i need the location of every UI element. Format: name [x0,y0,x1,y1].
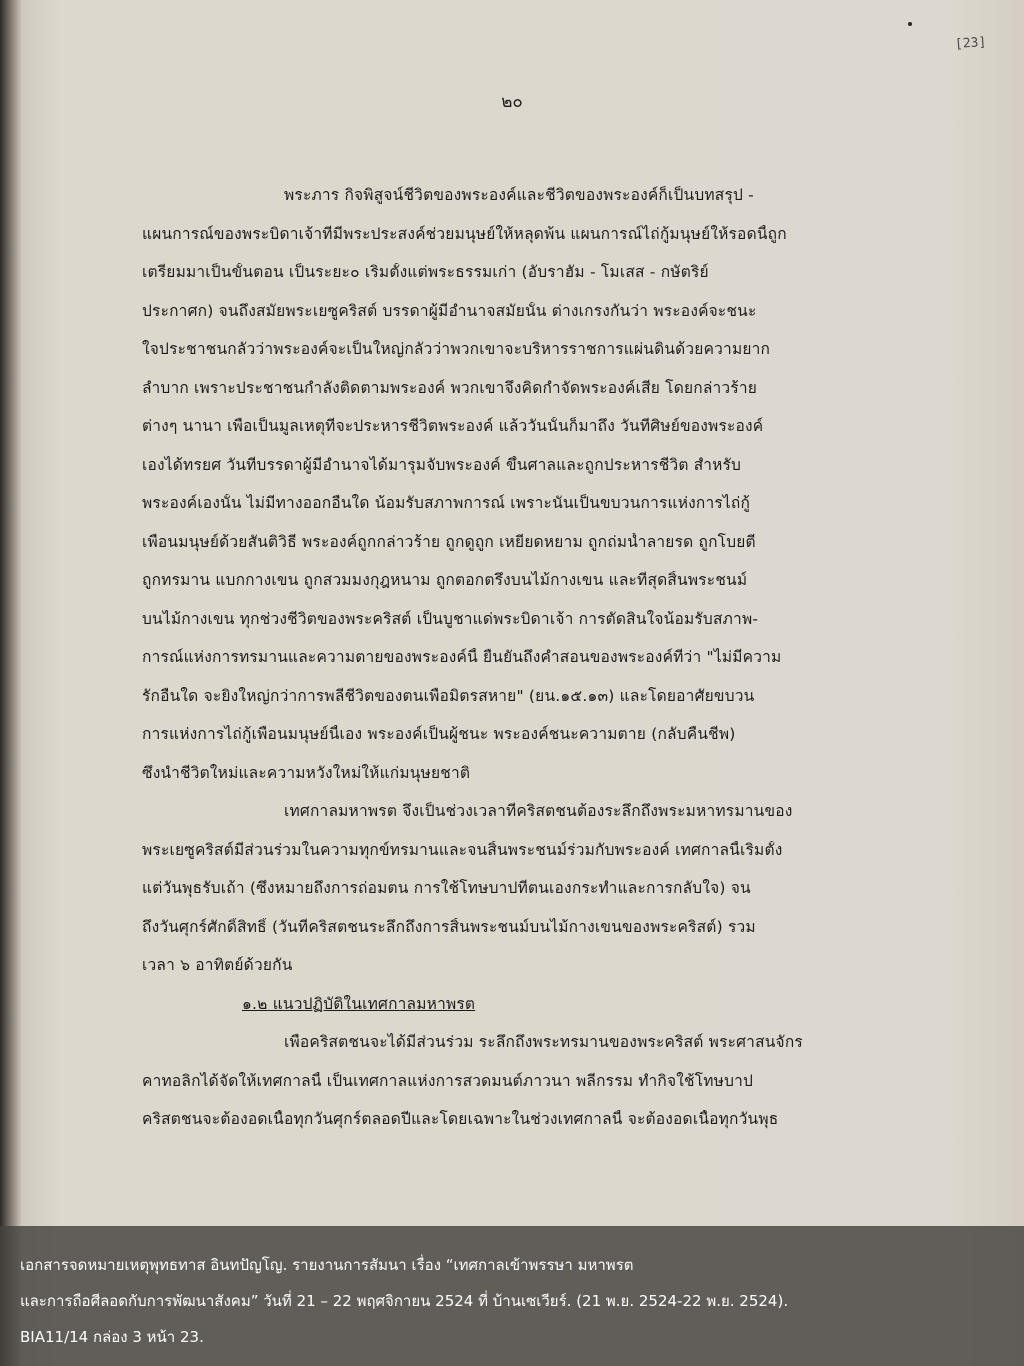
text-line: เวลา ๖ อาทิตย์ด้วยกัน [142,956,293,974]
text-line: พระภาร กิจพิสูจน์ชีวิตของพระองค์และชีวิตของพระองค์ก็เป็นบทสรุป - [284,186,754,204]
text-line: เทศกาลมหาพรต จึงเป็นช่วงเวลาที่คริสตชนต้องระลึกถึงพระมหาทรมานของ [284,802,793,820]
text-line: คาทอลิกได้จัดให้เทศกาลนี้ เป็นเทศกาลแห่งการสวดมนต์ภาวนา พลีกรรม ทำกิจใช้โทษบาป [142,1071,754,1090]
text-line: เพื่อคริสตชนจะได้มีส่วนร่วม ระลึกถึงพระทรมานของพระคริสต์ พระศาสนจักร [284,1033,803,1051]
page-number: ๒๐ [501,92,523,112]
text-line: ถึงวันศุกร์ศักดิ์สิทธิ์ (วันที่คริสตชนระลึกถึงการสิ้นพระชนม์บนไม้กางเขนของพระคริสต์) รวม [142,917,756,936]
text-line: แผนการณ์ของพระบิดาเจ้าที่มีพระประสงค์ช่วยมนุษย์ให้หลุดพ้น แผนการณ์ไถ่กู้มนุษย์ให้รอดนี้ถูก [142,224,787,243]
text-line: การแห่งการไถ่กู้เพื่อนมนุษย์นี้เอง พระองค์เป็นผู้ชนะ พระองค์ชนะความตาย (กลับคืนชีพ) [142,725,736,743]
archive-page-mark: [23] [954,34,987,53]
text-line: พระองค์เองนั้น ไม่มีทางออกอื่นใด น้อมรับสภาพการณ์ เพราะนั่นเป็นขบวนการแห่งการไถ่กู้ [142,494,751,512]
text-line: ลำบาก เพราะประชาชนกำลังติดตามพระองค์ พวกเขาจึงคิดกำจัดพระองค์เสีย โดยกล่าวร้าย [142,378,758,397]
text-line: ถูกทรมาน แบกกางเขน ถูกสวมมงกุฎหนาม ถูกตอกตรึงบนไม้กางเขน และที่สุดสิ้นพระชนม์ [142,571,748,589]
text-line: บนไม้กางเขน ทุกช่วงชีวิตของพระคริสต์ เป็นบูชาแด่พระบิดาเจ้า การตัดสินใจน้อมรับสภาพ- [142,609,759,628]
text-line: การณ์แห่งการทรมานและความตายของพระองค์นี้ ยืนยันถึงคำสอนของพระองค์ที่ว่า "ไม่มีความ [142,648,782,666]
text-line: เองได้ทรยศ วันที่บรรดาผู้มีอำนาจได้มารุมจับพระองค์ ขึ้นศาลและถูกประหารชีวิต สำหรับ [142,455,742,474]
section-heading: ๑.๒ แนวปฏิบัติในเทศกาลมหาพรต [242,994,476,1013]
text-line: รักอื่นใด จะยิ่งใหญ่กว่าการพลีชีวิตของตนเพื่อมิตรสหาย" (ยน.๑๕.๑๓) และโดยอาศัยขบวน [142,686,755,705]
caption-line: BIA11/14 กล่อง 3 หน้า 23. [20,1328,204,1346]
archive-caption [0,1226,1024,1366]
text-line: แต่วันพุธรับเถ้า (ซึ่งหมายถึงการถ่อมตน การใช้โทษบาปที่ตนเองกระทำและการกลับใจ) จน [142,879,751,897]
text-line: พระเยซูคริสต์มีส่วนร่วมในความทุกข์ทรมานและจนสิ้นพระชนม์ร่วมกับพระองค์ เทศกาลนี้เริ่มตั้ง [142,840,783,859]
text-line: ประกาศก) จนถึงสมัยพระเยซูคริสต์ บรรดาผู้มีอำนาจสมัยนั้น ต่างเกรงกันว่า พระองค์จะชนะ [142,301,757,320]
text-line: ใจประชาชนกลัวว่าพระองค์จะเป็นใหญ่กลัวว่าพวกเขาจะบริหารราชการแผ่นดินด้วยความยาก [142,340,771,358]
text-line: คริสตชนจะต้องอดเนื้อทุกวันศุกร์ตลอดปีและโดยเฉพาะในช่วงเทศกาลนี้ จะต้องอดเนื้อทุกวันพุธ [142,1110,779,1128]
text-line: ซึ่งนำชีวิตใหม่และความหวังใหม่ให้แก่มนุษยชาติ [142,763,471,782]
caption-line: และการถือศีลอดกับการพัฒนาสังคม” วันที่ 21 – 22 พฤศจิกายน 2524 ที่ บ้านเซเวียร์. (21 พ.ย. 2524-22 พ.ย. 2524). [20,1292,789,1310]
text-line: เพื่อนมนุษย์ด้วยสันติวิธี พระองค์ถูกกล่าวร้าย ถูกดูถูก เหยียดหยาม ถูกถ่มน้ำลายรด ถูกโบยตี [142,532,756,551]
caption-line: เอกสารจดหมายเหตุพุทธทาส อินทปัญโญ. รายงานการสัมนา เรื่อง “เทศกาลเข้าพรรษา มหาพรต [20,1256,634,1274]
document-body [142,186,882,1149]
text-line: เตรียมมาเป็นขั้นตอน เป็นระยะ๐ เริ่มตั้งแต่พระธรรมเก่า (อับราฮัม - โมเสส - กษัตริย์ [142,263,709,281]
text-line: ต่างๆ นานา เพื่อเป็นมูลเหตุที่จะประหารชีวิตพระองค์ แล้ววันนั้นก็มาถึง วันที่ศิษย์ของพระองค์ [142,417,764,435]
ink-dot [908,22,912,26]
